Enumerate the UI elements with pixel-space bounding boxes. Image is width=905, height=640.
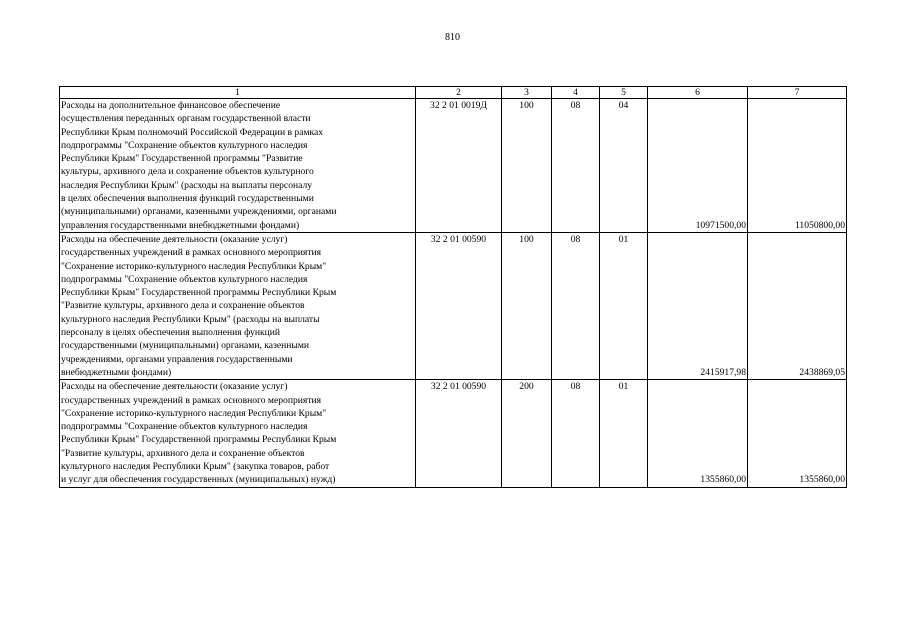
budget-table	[59, 86, 847, 488]
description-line: культурного наследия Республики Крым" (расходы на выплаты	[61, 313, 320, 325]
subsection-code: 01	[600, 380, 648, 487]
description-line: подпрограммы "Сохранение объектов культурного наследия	[61, 421, 308, 433]
description-line: Республики Крым" Государственной программы Республики Крым	[61, 287, 337, 299]
expense-type-code: 100	[502, 232, 552, 379]
amount-col-6: 2415917,98	[648, 232, 748, 379]
page-number: 810	[445, 32, 460, 43]
description-line: и услуг для обеспечения государственных (муниципальных) нужд)	[61, 474, 336, 486]
column-header-7: 7	[748, 87, 847, 99]
amount-col-7: 2438869,05	[748, 232, 847, 379]
column-header-6: 6	[648, 87, 748, 99]
column-header-5: 5	[600, 87, 648, 99]
description-line: управления государственными внебюджетными фондами)	[61, 219, 300, 231]
description-line: внебюджетными фондами)	[61, 366, 172, 378]
description-line: осуществления переданных органам государственной власти	[61, 113, 311, 125]
description-line: культурного наследия Республики Крым" (закупка товаров, работ	[61, 461, 330, 473]
target-article-code: 32 2 01 0019Д	[416, 99, 502, 233]
description-line: подпрограммы "Сохранение объектов культурного наследия	[61, 139, 308, 151]
target-article-code: 32 2 01 00590	[416, 380, 502, 487]
description-line: государственных учреждений в рамках основного мероприятия	[61, 247, 322, 259]
description-line: Республики Крым полномочий Российской Федерации в рамках	[61, 126, 324, 138]
expense-type-code: 100	[502, 99, 552, 233]
table-row	[60, 232, 847, 379]
expense-description	[60, 380, 416, 487]
description-line: Расходы на обеспечение деятельности (оказание услуг)	[61, 381, 288, 393]
amount-col-7: 11050800,00	[748, 99, 847, 233]
table-row	[60, 99, 847, 233]
expense-description	[60, 99, 416, 233]
description-line: Расходы на обеспечение деятельности (оказание услуг)	[61, 233, 288, 245]
description-line: (муниципальными) органами, казенными учреждениями, органами	[61, 206, 337, 218]
description-line: государственными (муниципальными) органами, казенными	[61, 340, 310, 352]
column-header-3: 3	[502, 87, 552, 99]
description-line: Республики Крым" Государственной программы Республики Крым	[61, 434, 337, 446]
description-line: "Развитие культуры, архивного дела и сохранение объектов	[61, 300, 305, 312]
table-row	[60, 380, 847, 487]
table-header-row	[60, 87, 847, 99]
section-code: 08	[552, 232, 600, 379]
description-line: "Сохранение историко-культурного наследия Республики Крым"	[61, 407, 327, 419]
amount-col-6: 1355860,00	[648, 380, 748, 487]
description-line: государственных учреждений в рамках основного мероприятия	[61, 394, 322, 406]
subsection-code: 01	[600, 232, 648, 379]
description-line: подпрограммы "Сохранение объектов культурного наследия	[61, 273, 308, 285]
column-header-1: 1	[60, 87, 416, 99]
expense-description	[60, 232, 416, 379]
amount-col-6: 10971500,00	[648, 99, 748, 233]
amount-col-7: 1355860,00	[748, 380, 847, 487]
description-line: наследия Республики Крым" (расходы на выплаты персоналу	[61, 179, 313, 191]
description-line: "Сохранение историко-культурного наследия Республики Крым"	[61, 260, 327, 272]
description-line: персоналу в целях обеспечения выполнения функций	[61, 327, 281, 339]
description-line: культуры, архивного дела и сохранение объектов культурного	[61, 166, 314, 178]
expense-type-code: 200	[502, 380, 552, 487]
description-line: в целях обеспечения выполнения функций государственными	[61, 193, 314, 205]
column-header-2: 2	[416, 87, 502, 99]
target-article-code: 32 2 01 00590	[416, 232, 502, 379]
description-line: Республики Крым" Государственной программы "Развитие	[61, 153, 303, 165]
subsection-code: 04	[600, 99, 648, 233]
description-line: "Развитие культуры, архивного дела и сохранение объектов	[61, 447, 305, 459]
description-line: учреждениями, органами управления государственными	[61, 353, 293, 365]
section-code: 08	[552, 99, 600, 233]
column-header-4: 4	[552, 87, 600, 99]
section-code: 08	[552, 380, 600, 487]
description-line: Расходы на дополнительное финансовое обеспечение	[61, 100, 281, 111]
